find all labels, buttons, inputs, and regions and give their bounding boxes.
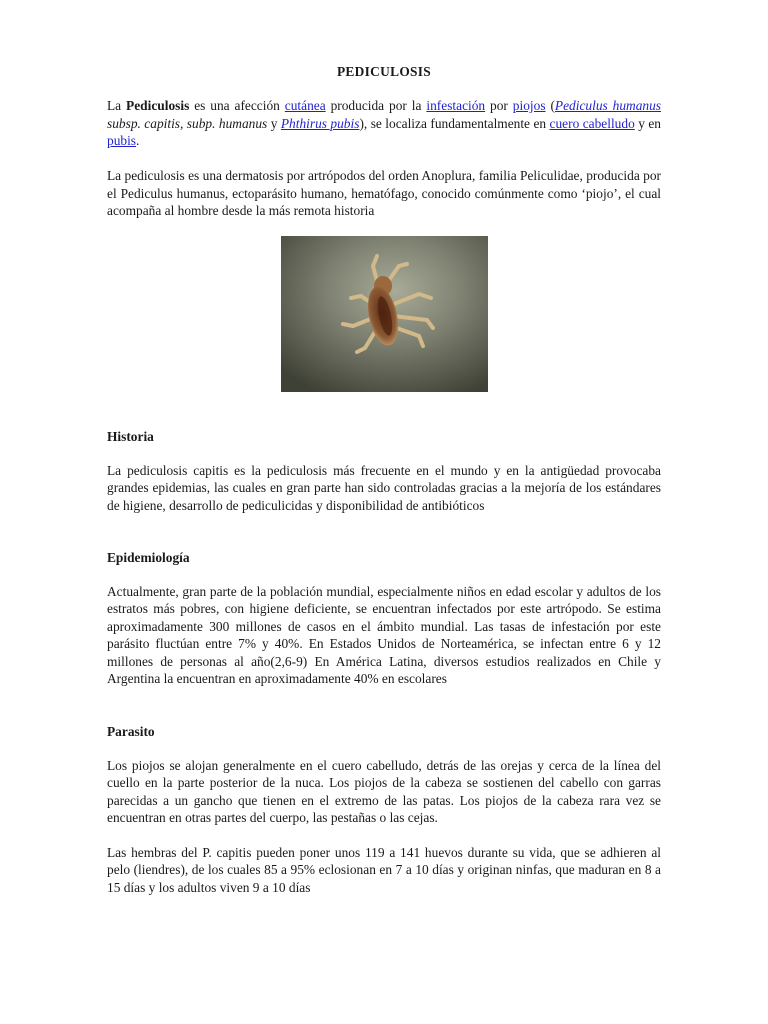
intro-text: producida por la [325, 98, 427, 113]
intro-paragraph [107, 97, 661, 150]
heading-epidemiologia: Epidemiología [107, 550, 190, 565]
intro-text: y en [634, 115, 661, 131]
intro-text: . [136, 133, 140, 148]
parasito-text-2: Las hembras del P. capitis pueden poner unos 119 a 141 huevos durante su vida, que se adhieren al pelo (liendres), de los cuales 85 a 95% eclosionan en 7 a 10 días y originan ninfas, que maduran en 8 a 15 días y los adultos viven 9 a 10 días [107, 844, 661, 895]
link-cutanea[interactable]: cutánea [284, 98, 326, 113]
intro-text: por [485, 98, 513, 113]
section-epidemiologia [107, 549, 661, 688]
link-pediculus-humanus-label: Pediculus humanus [554, 98, 661, 113]
parasito-text-1: Los piojos se alojan generalmente en el cuero cabelludo, detrás de las orejas y cerca de la línea del cuello en la parte posterior de la nuca. Los piojos de la cabeza se sostienen del cabello con garras parecidas a un gancho que tienen en el extremo de las patas. Los piojos de la cabeza rara vez se encuentran en otras partes del cuerpo, las pestañas o las cejas. [107, 757, 661, 825]
louse-photo [281, 236, 488, 392]
intro-text: La [107, 98, 127, 113]
intro-italic-text: subsp. capitis, subp. humanus [107, 115, 268, 131]
heading-parasito: Parasito [107, 724, 155, 739]
link-piojos[interactable]: piojos [512, 98, 546, 113]
link-cuero-cabelludo[interactable]: cuero cabelludo [549, 115, 635, 131]
link-phthirus-pubis-label: Phthirus pubis [280, 115, 360, 131]
intro-text: ( [545, 98, 555, 113]
heading-historia: Historia [107, 429, 154, 444]
intro-text: es una afección [189, 98, 285, 113]
definition-paragraph [107, 167, 661, 220]
section-parasito [107, 723, 661, 896]
intro-text: y [267, 115, 281, 131]
document-title: PEDICULOSIS [336, 64, 432, 79]
definition-text: La pediculosis es una dermatosis por artrópodos del orden Anoplura, familia Peliculidae, producida por el Pediculus humanus, ectoparásito humano, hematófago, conocido comúnmente como ‘piojo’, el cual acompaña al hombre desde la más remota historia [107, 168, 661, 218]
term-pediculosis: Pediculosis [126, 98, 190, 113]
link-pubis[interactable]: pubis [107, 133, 137, 148]
intro-text: ), se localiza fundamentalmente en [359, 115, 550, 131]
epidemiologia-text: Actualmente, gran parte de la población mundial, especialmente niños en edad escolar y adultos de los estratos más pobres, con higiene deficiente, se encuentran infectados por este artrópodo. Se estima aproximadamente 300 millones de casos en el ámbito mundial. Las tasas de infestación por este parásito fluctúan entre 7% y 40%. En Estados Unidos de Norteamérica, se infectan entre 6 y 12 millones de personas al año(2,6-9) En América Latina, diversos estudios realizados en Chile y Argentina la encuentran en aproximadamente 40% en escolares [107, 583, 661, 686]
link-infestacion[interactable]: infestación [426, 98, 486, 113]
historia-text: La pediculosis capitis es la pediculosis más frecuente en el mundo y en la antigüedad provocaba grandes epidemias, las cuales en gran parte han sido controladas gracias a la mejoría de los estándares de higiene, desarrollo de pediculicidas y disponibilidad de antibióticos [107, 462, 661, 513]
section-historia [107, 428, 661, 514]
link-pediculus-humanus[interactable] [555, 98, 661, 113]
link-phthirus-pubis[interactable] [281, 116, 360, 131]
